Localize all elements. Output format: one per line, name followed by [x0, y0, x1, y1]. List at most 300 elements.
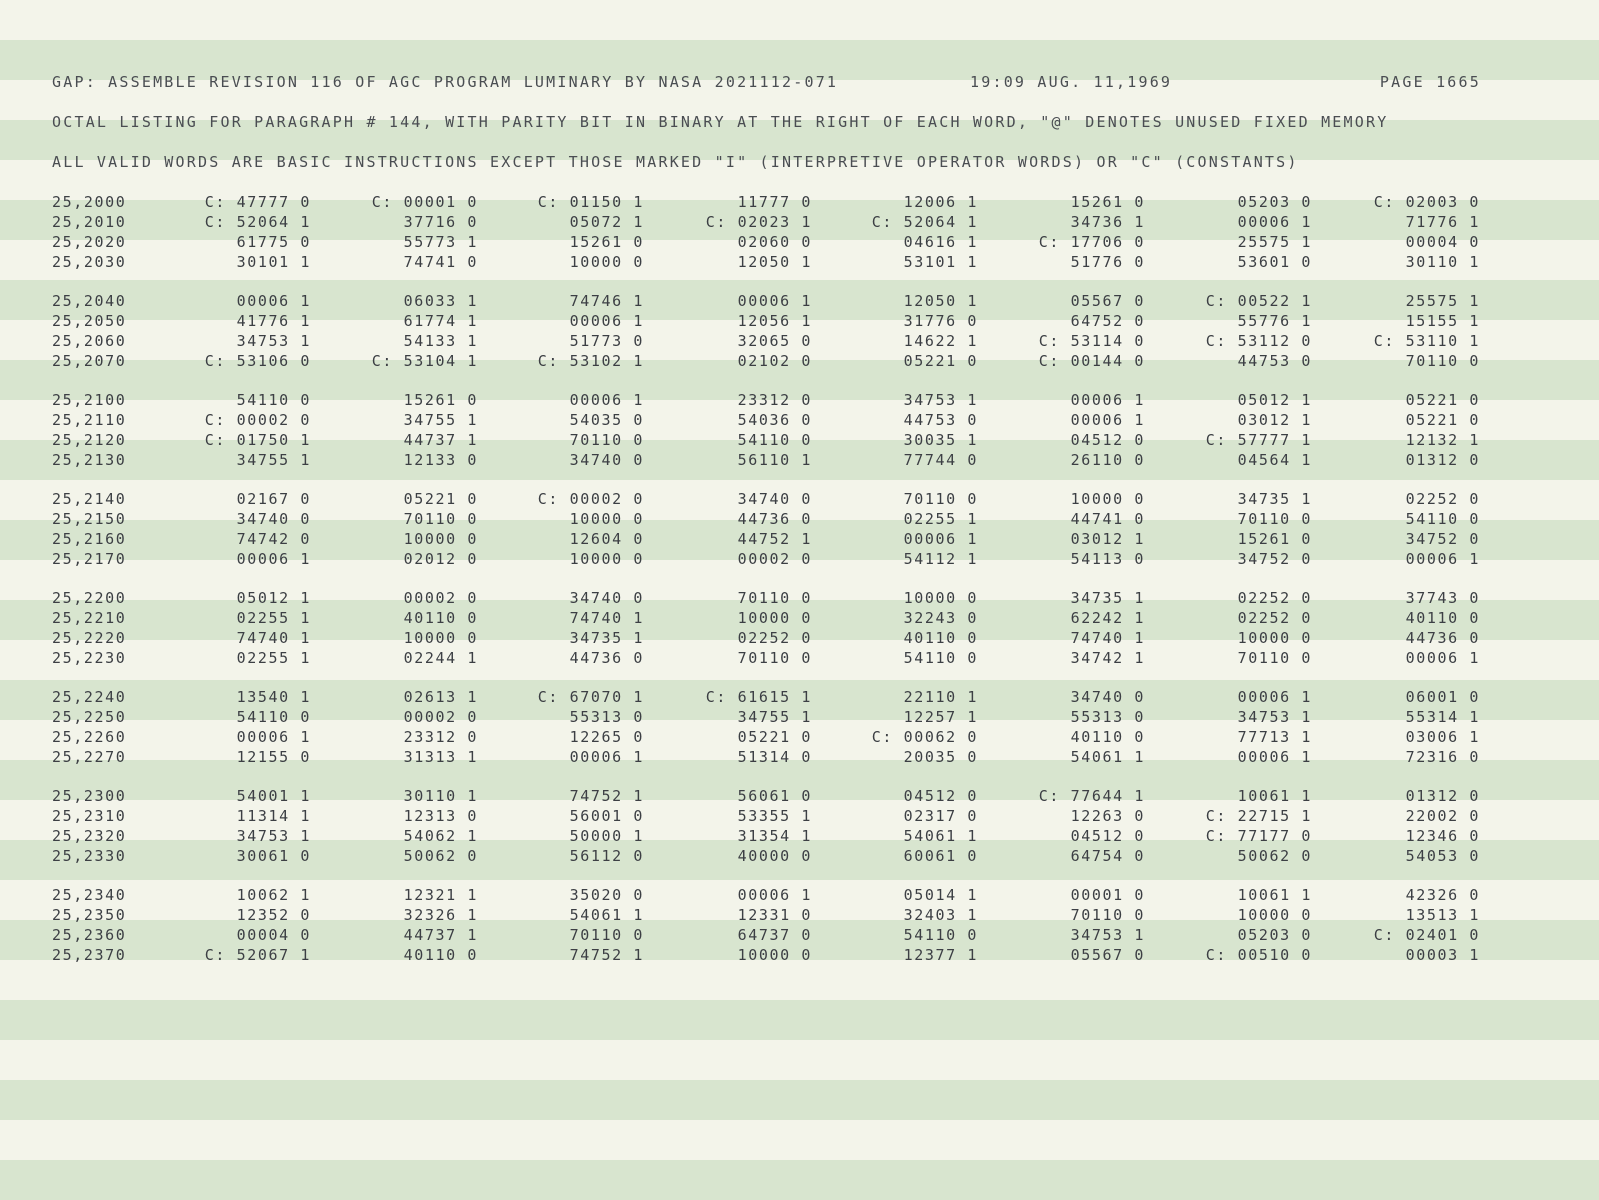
memory-word: C: 02003 0 [1373, 193, 1480, 211]
group-spacer [0, 569, 1599, 588]
listing-row [0, 390, 1599, 410]
memory-word: 10000 0 [737, 946, 812, 964]
memory-word: 44736 0 [569, 649, 644, 667]
row-address: 25,2160 [52, 530, 127, 548]
memory-word: 74746 1 [569, 292, 644, 310]
row-address: 25,2370 [52, 946, 127, 964]
memory-word: 00002 0 [403, 708, 478, 726]
memory-word: 00006 1 [1237, 748, 1312, 766]
memory-word: 10000 0 [1237, 906, 1312, 924]
memory-word: 34735 1 [1237, 490, 1312, 508]
row-address: 25,2120 [52, 431, 127, 449]
memory-word: 34740 0 [236, 510, 311, 528]
row-address: 25,2210 [52, 609, 127, 627]
memory-word: 34753 1 [236, 827, 311, 845]
row-address: 25,2140 [52, 490, 127, 508]
memory-word: 74740 1 [236, 629, 311, 647]
row-address: 25,2000 [52, 193, 127, 211]
listing-row [0, 252, 1599, 272]
memory-word: 02255 1 [236, 649, 311, 667]
memory-word: 10000 0 [903, 589, 978, 607]
memory-word: 70110 0 [1237, 510, 1312, 528]
memory-word: C: 02401 0 [1373, 926, 1480, 944]
memory-word: 10000 0 [569, 253, 644, 271]
memory-word: 55773 1 [403, 233, 478, 251]
memory-word: 55313 0 [569, 708, 644, 726]
memory-word: 53601 0 [1237, 253, 1312, 271]
memory-word: 77713 1 [1237, 728, 1312, 746]
memory-word: 26110 0 [1070, 451, 1145, 469]
row-address: 25,2310 [52, 807, 127, 825]
memory-word: 55313 0 [1070, 708, 1145, 726]
memory-word: 34753 1 [236, 332, 311, 350]
listing-row [0, 549, 1599, 569]
memory-word: 37716 0 [403, 213, 478, 231]
memory-word: 00006 1 [569, 312, 644, 330]
memory-word: 56112 0 [569, 847, 644, 865]
memory-word: 12132 1 [1405, 431, 1480, 449]
memory-word: 70110 0 [1237, 649, 1312, 667]
memory-word: 70110 0 [1405, 352, 1480, 370]
memory-word: 04616 1 [903, 233, 978, 251]
memory-word: 00002 0 [737, 550, 812, 568]
listing-row [0, 905, 1599, 925]
memory-word: 10061 1 [1237, 886, 1312, 904]
memory-word: C: 47777 0 [204, 193, 311, 211]
memory-word: 61775 0 [236, 233, 311, 251]
memory-word: 54110 0 [236, 708, 311, 726]
memory-word: C: 53114 0 [1038, 332, 1145, 350]
memory-word: 32243 0 [903, 609, 978, 627]
memory-word: 51314 0 [737, 748, 812, 766]
listing-row [0, 430, 1599, 450]
group-spacer [0, 371, 1599, 390]
memory-word: 12050 1 [737, 253, 812, 271]
listing-description: OCTAL LISTING FOR PARAGRAPH # 144, WITH PARITY BIT IN BINARY AT THE RIGHT OF EACH WORD, "@" DENOTES UNUSED FIXED MEMORY [52, 113, 1389, 131]
memory-word: 30110 1 [1405, 253, 1480, 271]
listing-row [0, 450, 1599, 470]
memory-word: 44753 0 [903, 411, 978, 429]
memory-word: 54110 0 [236, 391, 311, 409]
memory-word: 02317 0 [903, 807, 978, 825]
memory-word: 00006 1 [737, 886, 812, 904]
memory-word: 44737 1 [403, 926, 478, 944]
row-address: 25,2220 [52, 629, 127, 647]
memory-word: 53355 1 [737, 807, 812, 825]
memory-word: 15261 0 [1070, 193, 1145, 211]
memory-word: 34755 1 [737, 708, 812, 726]
memory-word: 05203 0 [1237, 193, 1312, 211]
memory-word: 56061 0 [737, 787, 812, 805]
memory-word: 02252 0 [1237, 609, 1312, 627]
memory-word: 12377 1 [903, 946, 978, 964]
memory-word: 50000 1 [569, 827, 644, 845]
octal-listing [0, 192, 1599, 965]
memory-word: 25575 1 [1405, 292, 1480, 310]
row-address: 25,2270 [52, 748, 127, 766]
memory-word: 51776 0 [1070, 253, 1145, 271]
memory-word: 34742 1 [1070, 649, 1145, 667]
memory-word: 37743 0 [1405, 589, 1480, 607]
memory-word: C: 00062 0 [871, 728, 978, 746]
memory-word: 15155 1 [1405, 312, 1480, 330]
memory-word: 74752 1 [569, 787, 644, 805]
memory-word: C: 53104 1 [371, 352, 478, 370]
memory-word: 55314 1 [1405, 708, 1480, 726]
memory-word: 10000 0 [569, 510, 644, 528]
memory-word: 00006 1 [569, 748, 644, 766]
listing-row [0, 192, 1599, 212]
memory-word: 00006 1 [1070, 391, 1145, 409]
memory-word: C: 77644 1 [1038, 787, 1145, 805]
memory-word: 02167 0 [236, 490, 311, 508]
memory-word: C: 52064 1 [871, 213, 978, 231]
memory-word: 34736 1 [1070, 213, 1145, 231]
memory-word: 74740 1 [1070, 629, 1145, 647]
memory-word: 53101 1 [903, 253, 978, 271]
memory-word: 30101 1 [236, 253, 311, 271]
memory-word: C: 17706 0 [1038, 233, 1145, 251]
memory-word: 32403 1 [903, 906, 978, 924]
listing-row [0, 529, 1599, 549]
memory-word: 70110 0 [903, 490, 978, 508]
memory-word: 30061 0 [236, 847, 311, 865]
group-spacer [0, 668, 1599, 687]
listing-row [0, 212, 1599, 232]
memory-word: 31354 1 [737, 827, 812, 845]
memory-word: 54113 0 [1070, 550, 1145, 568]
memory-word: 54036 0 [737, 411, 812, 429]
memory-word: 54110 0 [903, 649, 978, 667]
memory-word: 04512 0 [903, 787, 978, 805]
memory-word: 22110 1 [903, 688, 978, 706]
row-address: 25,2340 [52, 886, 127, 904]
memory-word: 25575 1 [1237, 233, 1312, 251]
memory-word: 12604 0 [569, 530, 644, 548]
row-address: 25,2260 [52, 728, 127, 746]
memory-word: 02244 1 [403, 649, 478, 667]
memory-word: 15261 0 [569, 233, 644, 251]
memory-word: 55776 1 [1237, 312, 1312, 330]
memory-word: 70110 0 [1070, 906, 1145, 924]
listing-row [0, 311, 1599, 331]
memory-word: 54062 1 [403, 827, 478, 845]
memory-word: C: 00001 0 [371, 193, 478, 211]
memory-word: 12155 0 [236, 748, 311, 766]
memory-word: 12257 1 [903, 708, 978, 726]
row-address: 25,2230 [52, 649, 127, 667]
memory-word: 54061 1 [569, 906, 644, 924]
memory-word: 06033 1 [403, 292, 478, 310]
memory-word: 32326 1 [403, 906, 478, 924]
memory-word: 74742 0 [236, 530, 311, 548]
memory-word: 10000 0 [1237, 629, 1312, 647]
memory-word: 02102 0 [737, 352, 812, 370]
memory-word: 02255 1 [903, 510, 978, 528]
memory-word: C: 53110 1 [1373, 332, 1480, 350]
memory-word: 34740 0 [569, 451, 644, 469]
group-spacer [0, 470, 1599, 489]
memory-word: 34735 1 [569, 629, 644, 647]
memory-word: C: 00002 0 [537, 490, 644, 508]
memory-word: 34753 1 [903, 391, 978, 409]
memory-word: 05221 0 [737, 728, 812, 746]
memory-word: 10000 0 [569, 550, 644, 568]
memory-word: C: 22715 1 [1205, 807, 1312, 825]
memory-word: 34755 1 [403, 411, 478, 429]
row-address: 25,2130 [52, 451, 127, 469]
memory-word: 00006 1 [903, 530, 978, 548]
row-address: 25,2060 [52, 332, 127, 350]
row-address: 25,2070 [52, 352, 127, 370]
row-address: 25,2170 [52, 550, 127, 568]
memory-word: 54112 1 [903, 550, 978, 568]
row-address: 25,2350 [52, 906, 127, 924]
memory-word: 13540 1 [236, 688, 311, 706]
memory-word: 61774 1 [403, 312, 478, 330]
memory-word: 05014 1 [903, 886, 978, 904]
listing-row [0, 925, 1599, 945]
memory-word: 04512 0 [1070, 827, 1145, 845]
memory-word: 44752 1 [737, 530, 812, 548]
memory-word: 70110 0 [569, 431, 644, 449]
memory-word: 56110 1 [737, 451, 812, 469]
listing-row [0, 727, 1599, 747]
memory-word: C: 02023 1 [705, 213, 812, 231]
memory-word: 40000 0 [737, 847, 812, 865]
row-address: 25,2330 [52, 847, 127, 865]
memory-word: 05567 0 [1070, 946, 1145, 964]
memory-word: 54061 1 [1070, 748, 1145, 766]
listing-row [0, 509, 1599, 529]
memory-word: 44753 0 [1237, 352, 1312, 370]
row-address: 25,2250 [52, 708, 127, 726]
memory-word: 56001 0 [569, 807, 644, 825]
listing-row [0, 846, 1599, 866]
memory-word: 13513 1 [1405, 906, 1480, 924]
listing-row [0, 826, 1599, 846]
memory-word: 72316 0 [1405, 748, 1480, 766]
memory-word: 44736 0 [1405, 629, 1480, 647]
memory-word: 34752 0 [1237, 550, 1312, 568]
header-line-2 [52, 113, 1481, 133]
header-line-3 [52, 153, 1481, 173]
listing-row [0, 885, 1599, 905]
memory-word: 05012 1 [236, 589, 311, 607]
memory-word: 10062 1 [236, 886, 311, 904]
memory-word: 70110 0 [569, 926, 644, 944]
memory-word: 05567 0 [1070, 292, 1145, 310]
memory-word: C: 67070 1 [537, 688, 644, 706]
group-spacer [0, 272, 1599, 291]
memory-word: 30110 1 [403, 787, 478, 805]
memory-word: 74740 1 [569, 609, 644, 627]
listing-row [0, 747, 1599, 767]
listing-row [0, 351, 1599, 371]
listing-row [0, 291, 1599, 311]
memory-word: 64737 0 [737, 926, 812, 944]
memory-word: 34740 0 [569, 589, 644, 607]
memory-word: 31776 0 [903, 312, 978, 330]
row-address: 25,2050 [52, 312, 127, 330]
memory-word: 34755 1 [236, 451, 311, 469]
memory-word: 12313 0 [403, 807, 478, 825]
memory-word: C: 53106 0 [204, 352, 311, 370]
memory-word: 30035 1 [903, 431, 978, 449]
memory-word: 71776 1 [1405, 213, 1480, 231]
memory-word: 06001 0 [1405, 688, 1480, 706]
memory-word: 51773 0 [569, 332, 644, 350]
memory-word: 05221 0 [903, 352, 978, 370]
memory-word: 04512 0 [1070, 431, 1145, 449]
memory-word: 15261 0 [403, 391, 478, 409]
memory-word: 54035 0 [569, 411, 644, 429]
memory-word: 12331 0 [737, 906, 812, 924]
memory-word: 23312 0 [737, 391, 812, 409]
group-spacer [0, 767, 1599, 786]
memory-word: 05203 0 [1237, 926, 1312, 944]
memory-word: 62242 1 [1070, 609, 1145, 627]
listing-row [0, 588, 1599, 608]
memory-word: 00006 1 [236, 728, 311, 746]
memory-word: C: 00522 1 [1205, 292, 1312, 310]
listing-row [0, 608, 1599, 628]
memory-word: 12133 0 [403, 451, 478, 469]
memory-word: 00003 1 [1405, 946, 1480, 964]
group-spacer [0, 866, 1599, 885]
memory-word: 40110 0 [403, 609, 478, 627]
memory-word: 54110 0 [737, 431, 812, 449]
memory-word: 40110 0 [1070, 728, 1145, 746]
memory-word: 34735 1 [1070, 589, 1145, 607]
memory-word: 10061 1 [1237, 787, 1312, 805]
memory-word: 00006 1 [236, 550, 311, 568]
memory-word: 34740 0 [1070, 688, 1145, 706]
memory-word: 00006 1 [737, 292, 812, 310]
memory-word: 04564 1 [1237, 451, 1312, 469]
memory-word: 40110 0 [1405, 609, 1480, 627]
memory-word: C: 00002 0 [204, 411, 311, 429]
memory-word: 44741 0 [1070, 510, 1145, 528]
memory-word: 02012 0 [403, 550, 478, 568]
memory-word: 05072 1 [569, 213, 644, 231]
row-address: 25,2360 [52, 926, 127, 944]
memory-word: 40110 0 [403, 946, 478, 964]
memory-word: 12265 0 [569, 728, 644, 746]
memory-word: 05221 0 [403, 490, 478, 508]
row-address: 25,2300 [52, 787, 127, 805]
memory-word: 00006 1 [569, 391, 644, 409]
memory-word: 10000 0 [403, 629, 478, 647]
memory-word: 00006 1 [1405, 550, 1480, 568]
memory-word: 70110 0 [737, 589, 812, 607]
memory-word: 44737 1 [403, 431, 478, 449]
listing-row [0, 806, 1599, 826]
memory-word: 02252 0 [1237, 589, 1312, 607]
memory-word: 00001 0 [1070, 886, 1145, 904]
memory-word: 05221 0 [1405, 411, 1480, 429]
memory-word: 74752 1 [569, 946, 644, 964]
memory-word: 12346 0 [1405, 827, 1480, 845]
memory-word: 12352 0 [236, 906, 311, 924]
memory-word: 42326 0 [1405, 886, 1480, 904]
listing-row [0, 410, 1599, 430]
memory-word: 54110 0 [903, 926, 978, 944]
memory-word: 44736 0 [737, 510, 812, 528]
memory-word: 40110 0 [903, 629, 978, 647]
memory-word: 02252 0 [737, 629, 812, 647]
memory-word: C: 57777 1 [1205, 431, 1312, 449]
memory-word: C: 53112 0 [1205, 332, 1312, 350]
header-line-1 [52, 73, 1481, 93]
memory-word: 00004 0 [1405, 233, 1480, 251]
listing-row [0, 331, 1599, 351]
memory-word: 22002 0 [1405, 807, 1480, 825]
memory-word: 03012 1 [1237, 411, 1312, 429]
memory-word: 10000 0 [403, 530, 478, 548]
memory-word: 77744 0 [903, 451, 978, 469]
listing-row [0, 945, 1599, 965]
row-address: 25,2100 [52, 391, 127, 409]
memory-word: 50062 0 [403, 847, 478, 865]
row-address: 25,2200 [52, 589, 127, 607]
memory-word: 34740 0 [737, 490, 812, 508]
memory-word: 00006 1 [1405, 649, 1480, 667]
memory-word: 64752 0 [1070, 312, 1145, 330]
listing-row [0, 232, 1599, 252]
memory-word: 00002 0 [403, 589, 478, 607]
memory-word: 34753 1 [1237, 708, 1312, 726]
memory-word: 15261 0 [1237, 530, 1312, 548]
memory-word: 11314 1 [236, 807, 311, 825]
row-address: 25,2020 [52, 233, 127, 251]
memory-word: 00004 0 [236, 926, 311, 944]
memory-word: 54053 0 [1405, 847, 1480, 865]
memory-word: C: 61615 1 [705, 688, 812, 706]
memory-word: 01312 0 [1405, 451, 1480, 469]
row-address: 25,2010 [52, 213, 127, 231]
row-address: 25,2040 [52, 292, 127, 310]
memory-word: 23312 0 [403, 728, 478, 746]
program-title: GAP: ASSEMBLE REVISION 116 OF AGC PROGRAM LUMINARY BY NASA 2021112-071 [52, 73, 839, 91]
memory-word: 11777 0 [737, 193, 812, 211]
memory-word: 12263 0 [1070, 807, 1145, 825]
memory-word: 54110 0 [1405, 510, 1480, 528]
memory-word: 54001 1 [236, 787, 311, 805]
memory-word: 10000 0 [1070, 490, 1145, 508]
memory-word: 35020 0 [569, 886, 644, 904]
memory-word: 02252 0 [1405, 490, 1480, 508]
memory-word: 00006 1 [1237, 688, 1312, 706]
memory-word: 64754 0 [1070, 847, 1145, 865]
memory-word: C: 01150 1 [537, 193, 644, 211]
listing-row [0, 707, 1599, 727]
memory-word: 54061 1 [903, 827, 978, 845]
memory-word: 54133 1 [403, 332, 478, 350]
memory-word: 12050 1 [903, 292, 978, 310]
memory-word: 00006 1 [1070, 411, 1145, 429]
memory-word: 12056 1 [737, 312, 812, 330]
listing-row [0, 648, 1599, 668]
row-address: 25,2110 [52, 411, 127, 429]
memory-word: 20035 0 [903, 748, 978, 766]
memory-word: 03012 1 [1070, 530, 1145, 548]
listing-row [0, 786, 1599, 806]
listing-row [0, 628, 1599, 648]
memory-word: 10000 0 [737, 609, 812, 627]
memory-word: C: 53102 1 [537, 352, 644, 370]
memory-word: 14622 1 [903, 332, 978, 350]
